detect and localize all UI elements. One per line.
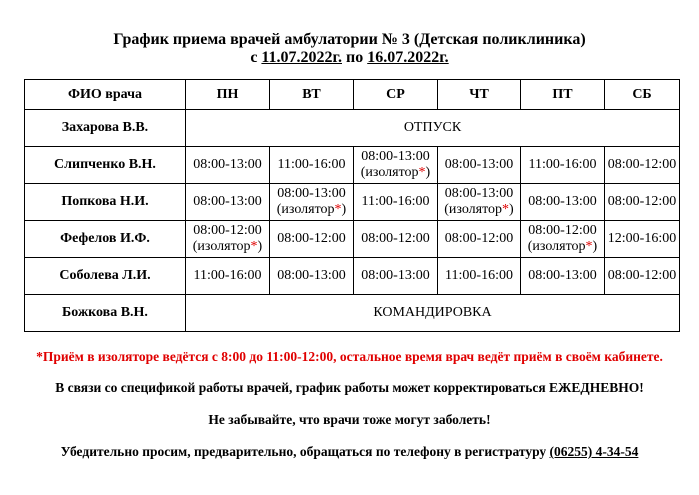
schedule-cell — [354, 184, 438, 221]
closing-paren: ) — [592, 239, 598, 254]
schedule-cell — [270, 221, 354, 258]
time-range: 11:00-16:00 — [277, 157, 346, 172]
isolator-label — [270, 202, 353, 218]
time-range: 08:00-13:00 — [361, 149, 430, 164]
table-row — [25, 295, 680, 332]
time-range: 08:00-13:00 — [193, 157, 262, 172]
table-row — [25, 258, 680, 295]
header-saturday: СБ — [605, 80, 680, 110]
schedule-cell — [186, 221, 270, 258]
table-row — [25, 147, 680, 184]
header-wednesday: СР — [354, 80, 438, 110]
date-from-prefix: с — [250, 49, 262, 66]
isolator-text: (изолятор — [276, 202, 335, 217]
time-range: 08:00-13:00 — [277, 186, 346, 201]
absence-status: ОТПУСК — [186, 110, 680, 147]
asterisk-mark: * — [334, 202, 342, 217]
closing-paren: ) — [425, 165, 431, 180]
doctor-name: Попкова Н.И. — [25, 184, 186, 221]
isolator-label — [438, 202, 520, 218]
time-range: 08:00-12:00 — [607, 268, 677, 283]
isolator-text: (изолятор — [192, 239, 251, 254]
schedule-cell — [605, 184, 680, 221]
schedule-cell — [270, 147, 354, 184]
schedule-cell — [521, 184, 605, 221]
asterisk-mark: * — [418, 165, 426, 180]
asterisk-mark: * — [502, 202, 510, 217]
schedule-cell — [354, 147, 438, 184]
schedule-cell — [438, 258, 521, 295]
time-range: 08:00-13:00 — [193, 194, 262, 209]
isolator-note: *Приём в изоляторе ведётся с 8:00 до 11:00-12:00, остальное время врач ведёт приём в своём кабинете. — [36, 349, 663, 364]
isolator-label — [186, 239, 269, 255]
schedule-cell — [270, 258, 354, 295]
doctors-sick-note: Не забывайте, что врачи тоже могут заболеть! — [208, 412, 491, 427]
time-range: 08:00-13:00 — [444, 186, 514, 201]
isolator-text: (изолятор — [360, 165, 419, 180]
doctor-name: Соболева Л.И. — [25, 258, 186, 295]
time-range: 08:00-13:00 — [277, 268, 346, 283]
time-range: 11:00-16:00 — [193, 268, 262, 283]
schedule-cell — [521, 147, 605, 184]
header-friday: ПТ — [521, 80, 605, 110]
time-range: 08:00-12:00 — [361, 231, 430, 246]
time-range: 08:00-12:00 — [607, 194, 677, 209]
time-range: 08:00-13:00 — [361, 268, 430, 283]
doctor-name: Божкова В.Н. — [25, 295, 186, 332]
isolator-text: (изолятор — [527, 239, 586, 254]
schedule-change-note: В связи со спецификой работы врачей, график работы может корректироваться ЕЖЕДНЕВНО! — [55, 380, 644, 395]
time-range: 08:00-12:00 — [607, 157, 677, 172]
schedule-cell — [270, 184, 354, 221]
table-row — [25, 221, 680, 258]
time-range: 08:00-13:00 — [528, 268, 597, 283]
closing-paren: ) — [257, 239, 263, 254]
time-range: 08:00-13:00 — [444, 157, 514, 172]
table-header-row — [25, 80, 680, 110]
phone-number: (06255) 4-34-54 — [549, 444, 639, 459]
closing-paren: ) — [509, 202, 514, 217]
schedule-cell — [605, 221, 680, 258]
schedule-cell — [605, 147, 680, 184]
asterisk-mark: * — [250, 239, 258, 254]
time-range: 08:00-12:00 — [193, 223, 262, 238]
isolator-label — [521, 239, 604, 255]
closing-paren: ) — [341, 202, 347, 217]
schedule-cell — [521, 221, 605, 258]
asterisk-mark: * — [585, 239, 593, 254]
doctor-name: Слипченко В.Н. — [25, 147, 186, 184]
header-thursday: ЧТ — [438, 80, 521, 110]
schedule-cell — [438, 184, 521, 221]
schedule-cell — [438, 221, 521, 258]
schedule-cell — [186, 258, 270, 295]
time-range: 11:00-16:00 — [528, 157, 597, 172]
table-row — [25, 110, 680, 147]
schedule-cell — [521, 258, 605, 295]
schedule-cell — [186, 147, 270, 184]
schedule-table — [24, 79, 680, 332]
date-to-prefix: по — [342, 49, 368, 66]
doctor-name: Захарова В.В. — [25, 110, 186, 147]
header-tuesday: ВТ — [270, 80, 354, 110]
time-range: 11:00-16:00 — [445, 268, 513, 283]
isolator-label — [354, 165, 437, 181]
isolator-text: (изолятор — [444, 202, 503, 217]
absence-status: КОМАНДИРОВКА — [186, 295, 680, 332]
header-doctor-name: ФИО врача — [25, 80, 186, 110]
time-range: 08:00-12:00 — [444, 231, 514, 246]
date-range — [0, 48, 699, 68]
time-range: 08:00-12:00 — [277, 231, 346, 246]
schedule-cell — [186, 184, 270, 221]
page-title: График приема врачей амбулатории № 3 (Детская поликлиника) — [113, 31, 586, 48]
header-monday: ПН — [186, 80, 270, 110]
time-range: 11:00-16:00 — [361, 194, 430, 209]
time-range: 08:00-13:00 — [528, 194, 597, 209]
phone-note — [0, 444, 699, 460]
schedule-cell — [354, 258, 438, 295]
schedule-cell — [438, 147, 521, 184]
date-to: 16.07.2022г. — [367, 49, 449, 66]
schedule-cell — [354, 221, 438, 258]
doctor-name: Фефелов И.Ф. — [25, 221, 186, 258]
table-row — [25, 184, 680, 221]
time-range: 08:00-12:00 — [528, 223, 597, 238]
time-range: 12:00-16:00 — [607, 231, 677, 246]
phone-request-text: Убедительно просим, предварительно, обращаться по телефону в регистратуру — [60, 444, 550, 459]
date-from: 11.07.2022г. — [261, 49, 342, 66]
schedule-cell — [605, 258, 680, 295]
